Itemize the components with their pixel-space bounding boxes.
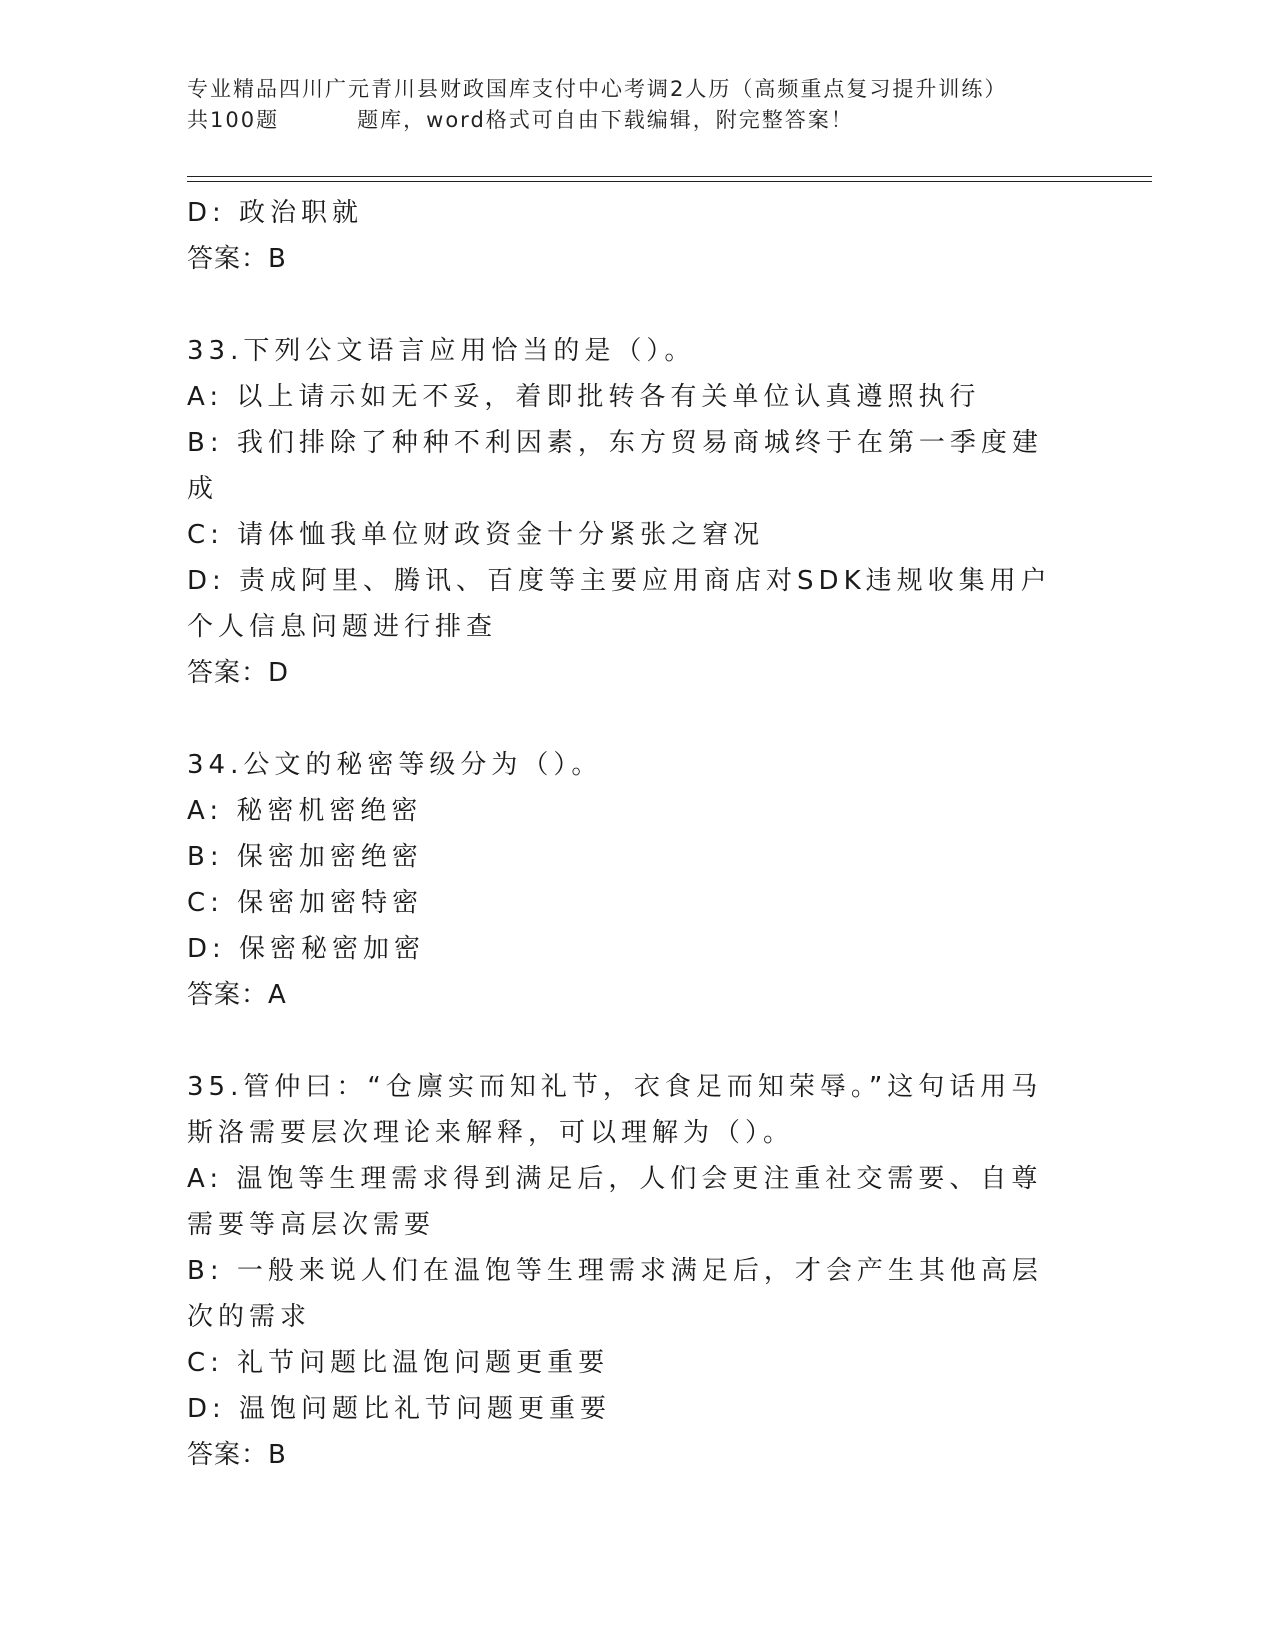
header-title-line-1: 专业精品四川广元青川县财政国库支付中心考调2人历（高频重点复习提升训练） [187,77,1008,101]
question-35 [187,1064,1067,1478]
header-divider-double [187,181,1152,182]
option-d: D: 温饱问题比礼节问题更重要 [187,1394,612,1424]
option-d: D: 保密秘密加密 [187,934,426,964]
question-stem: 33.下列公文语言应用恰当的是（）。 [187,336,696,366]
question-stem: 34.公文的秘密等级分为（）。 [187,750,603,780]
option-a: A: 以上请示如无不妥，着即批转各有关单位认真遵照执行 [187,382,981,412]
option-a: A: 秘密机密绝密 [187,796,423,826]
question-stem: 35.管仲曰：“仓廪实而知礼节，衣食足而知荣辱。”这句话用马斯洛需要层次理论来解释，可以理解为（）。 [187,1072,1043,1148]
page-header [187,74,1087,136]
option-b: B: 一般来说人们在温饱等生理需求满足后，才会产生其他高层次的需求 [187,1256,1043,1332]
answer-line: 答案：A [187,980,287,1010]
answer-line: 答案：B [187,1440,287,1470]
question-33 [187,328,1067,696]
header-divider [187,176,1152,177]
answer-line: 答案：D [187,658,290,688]
option-c: C: 保密加密特密 [187,888,424,918]
option-c: C: 请体恤我单位财政资金十分紧张之窘况 [187,520,765,550]
option-b: B: 我们排除了种种不利因素，东方贸易商城终于在第一季度建成 [187,428,1043,504]
header-title-line-2: 共100题 题库，word格式可自由下载编辑，附完整答案！ [187,108,854,132]
continued-question [187,190,1067,282]
option-c: C: 礼节问题比温饱问题更重要 [187,1348,610,1378]
answer-line: 答案：B [187,244,287,274]
question-34 [187,742,1067,1018]
document-body [187,190,1067,1478]
option-b: B: 保密加密绝密 [187,842,423,872]
option-d: D: 责成阿里、腾讯、百度等主要应用商店对SDK违规收集用户个人信息问题进行排查 [187,566,1052,642]
option-a: A: 温饱等生理需求得到满足后，人们会更注重社交需要、自尊需要等高层次需要 [187,1164,1043,1240]
option-d: D: 政治职就 [187,198,364,228]
